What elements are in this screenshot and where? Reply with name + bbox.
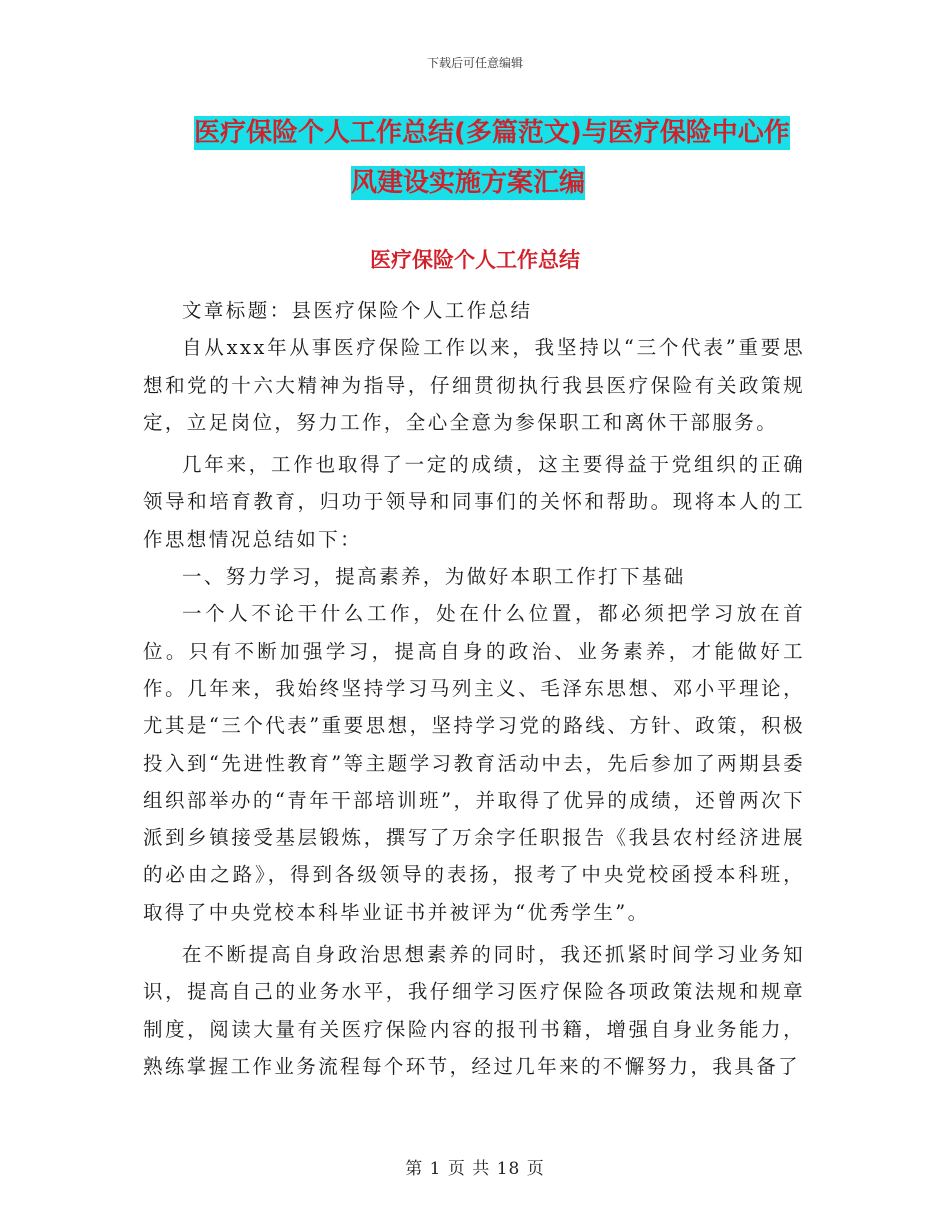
paragraph-intro: 自从xxx年从事医疗保险工作以来，我坚持以“三个代表”重要思想和党的十六大精神为指导，仔细贯彻执行我县医疗保险有关政策规定，立足岗位，努力工作，全心全意为参保职工和离休干部服务。	[143, 336, 805, 434]
article-title-line: 文章标题：县医疗保险个人工作总结	[182, 299, 533, 322]
header-note: 下载后可任意编辑	[426, 56, 523, 70]
title-line-1: 医疗保险个人工作总结(多篇范文)与医疗保险中心作	[194, 118, 790, 148]
section-title: 医疗保险个人工作总结	[370, 248, 580, 272]
page-footer: 第 1 页 共 18 页	[405, 1159, 545, 1179]
body-text	[143, 292, 805, 1085]
title-line-2: 风建设实施方案汇编	[351, 168, 586, 198]
paragraph-achievements: 几年来，工作也取得了一定的成绩，这主要得益于党组织的正确领导和培育教育，归功于领导和同事们的关怀和帮助。现将本人的工作思想情况总结如下：	[143, 453, 805, 551]
paragraph-business-knowledge: 在不断提高自身政治思想素养的同时，我还抓紧时间学习业务知识，提高自己的业务水平，我仔细学习医疗保险各项政策法规和规章制度，阅读大量有关医疗保险内容的报刊书籍，增强自身业务能力，熟练掌握工作业务流程每个环节，经过几年来的不懈努力，我具备了	[143, 943, 805, 1078]
document-title	[160, 108, 820, 208]
paragraph-learning: 一个人不论干什么工作，处在什么位置，都必须把学习放在首位。只有不断加强学习，提高自身的政治、业务素养，才能做好工作。几年来，我始终坚持学习马列主义、毛泽东思想、邓小平理论，尤其是“三个代表”重要思想，坚持学习党的路线、方针、政策，积极投入到“先进性教育”等主题学习教育活动中去，先后参加了两期县委组织部举办的“青年干部培训班”，并取得了优异的成绩，还曾两次下派到乡镇接受基层锻炼，撰写了万余字任职报告《我县农村经济进展的必由之路》，得到各级领导的表扬，报考了中央党校函授本科班，取得了中央党校本科毕业证书并被评为“优秀学生”。	[143, 602, 805, 924]
heading-one: 一、努力学习，提高素养，为做好本职工作打下基础	[182, 565, 686, 589]
